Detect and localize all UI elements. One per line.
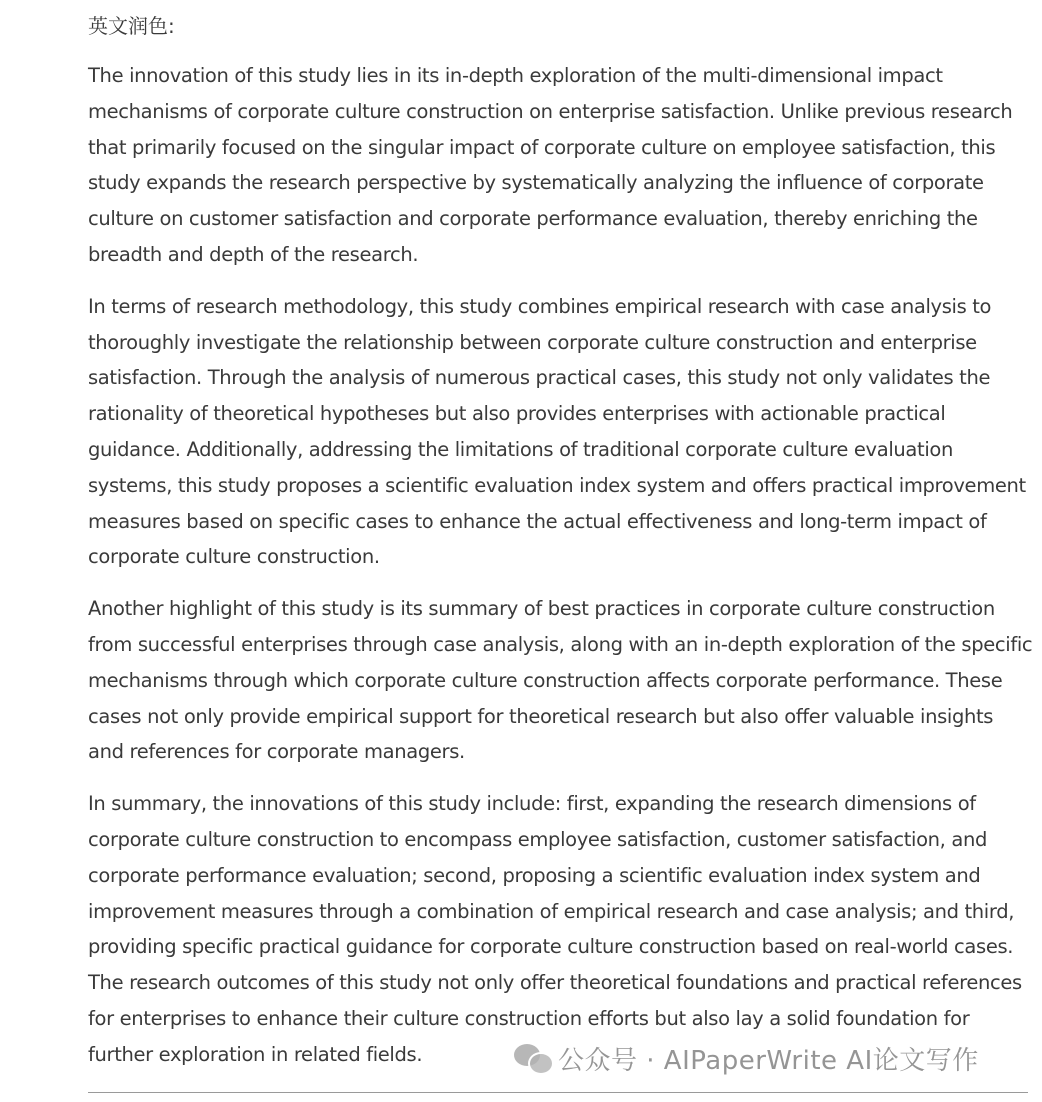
watermark-text: 公众号 · AIPaperWrite AI论文写作 — [558, 1045, 979, 1076]
wechat-icon — [512, 1042, 552, 1074]
paragraph-1: The innovation of this study lies in its in-depth exploration of the multi-dimensional impact mechanisms of corporate culture construction on enterprise satisfaction. Unlike previous research that primarily focused on the singular impact of corporate culture on employee satisfaction, this study expands the research perspective by systematically analyzing the influence of corporate culture on customer satisfaction and corporate performance evaluation, thereby enriching the breadth and depth of the research. — [88, 64, 1013, 266]
document-body — [88, 8, 1033, 1089]
paragraph-4: In summary, the innovations of this study include: first, expanding the research dimensions of corporate culture construction to encompass employee satisfaction, customer satisfaction, and corporate performance evaluation; second, proposing a scientific evaluation index system and improvement measures through a combination of empirical research and case analysis; and third, providing specific practical guidance for corporate culture construction based on real-world cases. The research outcomes of this study not only offer theoretical foundations and practical references for enterprises to enhance their culture construction efforts but also lay a solid foundation for further exploration in related fields. — [88, 792, 1022, 1066]
section-heading: 英文润色: — [88, 14, 175, 38]
watermark — [512, 1040, 979, 1076]
divider — [88, 1092, 1028, 1093]
paragraph-3: Another highlight of this study is its summary of best practices in corporate culture construction from successful enterprises through case analysis, along with an in-depth exploration of the specific mechanisms through which corporate culture construction affects corporate performance. These cases not only provide empirical support for theoretical research but also offer valuable insights and references for corporate managers. — [88, 597, 1033, 764]
paragraph-2: In terms of research methodology, this study combines empirical research with case analysis to thoroughly investigate the relationship between corporate culture construction and enterprise satisfaction. Through the analysis of numerous practical cases, this study not only validates the rationality of theoretical hypotheses but also provides enterprises with actionable practical guidance. Additionally, addressing the limitations of traditional corporate culture evaluation systems, this study proposes a scientific evaluation index system and offers practical improvement measures based on specific cases to enhance the actual effectiveness and long-term impact of corporate culture construction. — [88, 294, 1026, 569]
